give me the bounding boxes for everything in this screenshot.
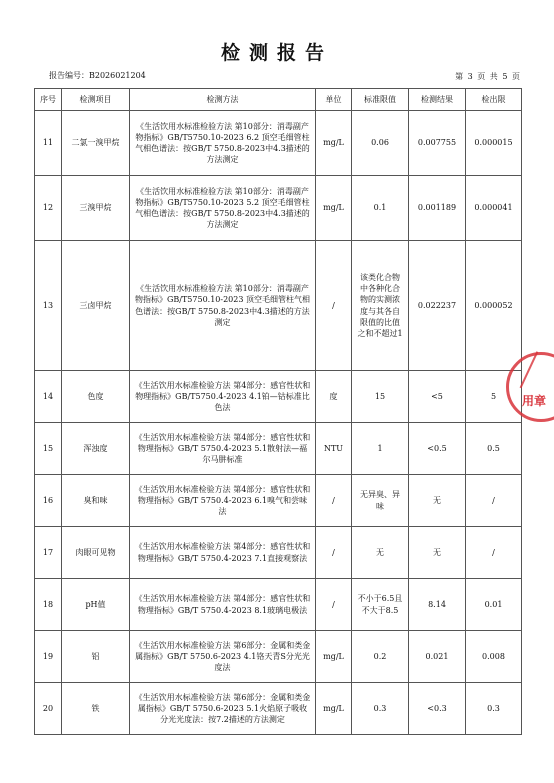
header-method: 检测方法 [130,89,316,111]
cell-item: 色度 [62,371,130,423]
cell-item: 三卤甲烷 [62,241,130,371]
cell-limit: 0.3 [352,683,409,735]
report-number: 报告编号：B2026021204 [49,71,146,80]
cell-unit: mg/L [316,631,352,683]
cell-result: 0.001189 [409,176,466,241]
cell-result: 无 [409,527,466,579]
table-row [35,111,522,176]
report-title: 检测报告 [220,42,333,64]
table-row [35,176,522,241]
cell-unit: / [316,527,352,579]
cell-limit: 无 [352,527,409,579]
table-row [35,683,522,735]
page-info: 第 3 页 共 5 页 [455,72,520,81]
table-row [35,423,522,475]
header-limit: 标准限值 [352,89,409,111]
cell-result: 0.022237 [409,241,466,371]
cell-limit: 该类化合物中各种化合物的实测浓度与其各自限值的比值之和不超过1 [352,241,409,371]
cell-no: 15 [35,423,62,475]
cell-detection: 5 [466,371,522,423]
cell-method: 《生活饮用水标准检验方法 第10部分：消毒副产物指标》GB/T5750.10-2023 5.2 顶空毛细管柱气相色谱法：按GB/T 5750.8-2023中4.3描述的方法测定 [130,176,316,241]
cell-limit: 无异臭、异味 [352,475,409,527]
table-row [35,241,522,371]
header-item: 检测项目 [62,89,130,111]
cell-item: 铝 [62,631,130,683]
table-row [35,631,522,683]
cell-item: 二氯一溴甲烷 [62,111,130,176]
cell-method: 《生活饮用水标准检验方法 第4部分：感官性状和物理指标》GB/T 5750.4-2023 5.1散射法—福尔马肼标准 [130,423,316,475]
cell-no: 11 [35,111,62,176]
cell-unit: 度 [316,371,352,423]
cell-item: 浑浊度 [62,423,130,475]
cell-item: 铁 [62,683,130,735]
cell-result: <0.3 [409,683,466,735]
cell-result: <5 [409,371,466,423]
cell-unit: NTU [316,423,352,475]
cell-limit: 0.2 [352,631,409,683]
seal-text: 用章 [522,394,547,408]
cell-unit: / [316,241,352,371]
cell-detection: 0.5 [466,423,522,475]
table-row [35,371,522,423]
cell-detection: / [466,527,522,579]
cell-method: 《生活饮用水标准检验方法 第10部分：消毒副产物指标》GB/T5750.10-2023 顶空毛细管柱气相色谱法：按GB/T 5750.8-2023中4.3描述的方法测定 [130,241,316,371]
cell-item: 臭和味 [62,475,130,527]
header-no: 序号 [35,89,62,111]
cell-no: 14 [35,371,62,423]
cell-no: 16 [35,475,62,527]
results-table [34,88,522,735]
header-detection: 检出限 [466,89,522,111]
header-unit: 单位 [316,89,352,111]
table-row [35,475,522,527]
table-row [35,527,522,579]
cell-method: 《生活饮用水标准检验方法 第4部分：感官性状和物理指标》GB/T 5750.4-2023 7.1直接观察法 [130,527,316,579]
cell-method: 《生活饮用水标准检验方法 第10部分：消毒副产物指标》GB/T5750.10-2023 6.2 顶空毛细管柱气相色谱法：按GB/T 5750.8-2023中4.3描述的方法测定 [130,111,316,176]
cell-no: 12 [35,176,62,241]
cell-unit: mg/L [316,111,352,176]
header-result: 检测结果 [409,89,466,111]
cell-unit: mg/L [316,176,352,241]
cell-limit: 1 [352,423,409,475]
cell-item: 三溴甲烷 [62,176,130,241]
cell-method: 《生活饮用水标准检验方法 第4部分：感官性状和物理指标》GB/T 5750.4-2023 6.1嗅气和尝味法 [130,475,316,527]
table-header-row [35,89,522,111]
cell-method: 《生活饮用水标准检验方法 第4部分：感官性状和物理指标》GB/T 5750.4-2023 8.1玻璃电极法 [130,579,316,631]
cell-limit: 0.1 [352,176,409,241]
cell-detection: 0.3 [466,683,522,735]
cell-detection: 0.000052 [466,241,522,371]
cell-no: 18 [35,579,62,631]
cell-no: 17 [35,527,62,579]
cell-method: 《生活饮用水标准检验方法 第4部分：感官性状和物理指标》GB/T5750.4-2023 4.1铂—钴标准比色法 [130,371,316,423]
cell-result: 无 [409,475,466,527]
cell-detection: 0.008 [466,631,522,683]
cell-detection: 0.000015 [466,111,522,176]
cell-item: pH值 [62,579,130,631]
cell-unit: / [316,579,352,631]
cell-detection: / [466,475,522,527]
cell-limit: 不小于6.5且不大于8.5 [352,579,409,631]
cell-no: 13 [35,241,62,371]
cell-item: 肉眼可见物 [62,527,130,579]
cell-detection: 0.000041 [466,176,522,241]
cell-result: 0.021 [409,631,466,683]
table-row [35,579,522,631]
cell-no: 20 [35,683,62,735]
cell-unit: / [316,475,352,527]
cell-limit: 15 [352,371,409,423]
cell-method: 《生活饮用水标准检验方法 第6部分：金属和类金属指标》GB/T 5750.6-2023 5.1火焰原子吸收分光光度法：按7.2描述的方法测定 [130,683,316,735]
cell-method: 《生活饮用水标准检验方法 第6部分：金属和类金属指标》GB/T 5750.6-2023 4.1铬天青S分光光度法 [130,631,316,683]
cell-limit: 0.06 [352,111,409,176]
cell-result: <0.5 [409,423,466,475]
cell-no: 19 [35,631,62,683]
cell-result: 0.007755 [409,111,466,176]
cell-unit: mg/L [316,683,352,735]
cell-result: 8.14 [409,579,466,631]
cell-detection: 0.01 [466,579,522,631]
